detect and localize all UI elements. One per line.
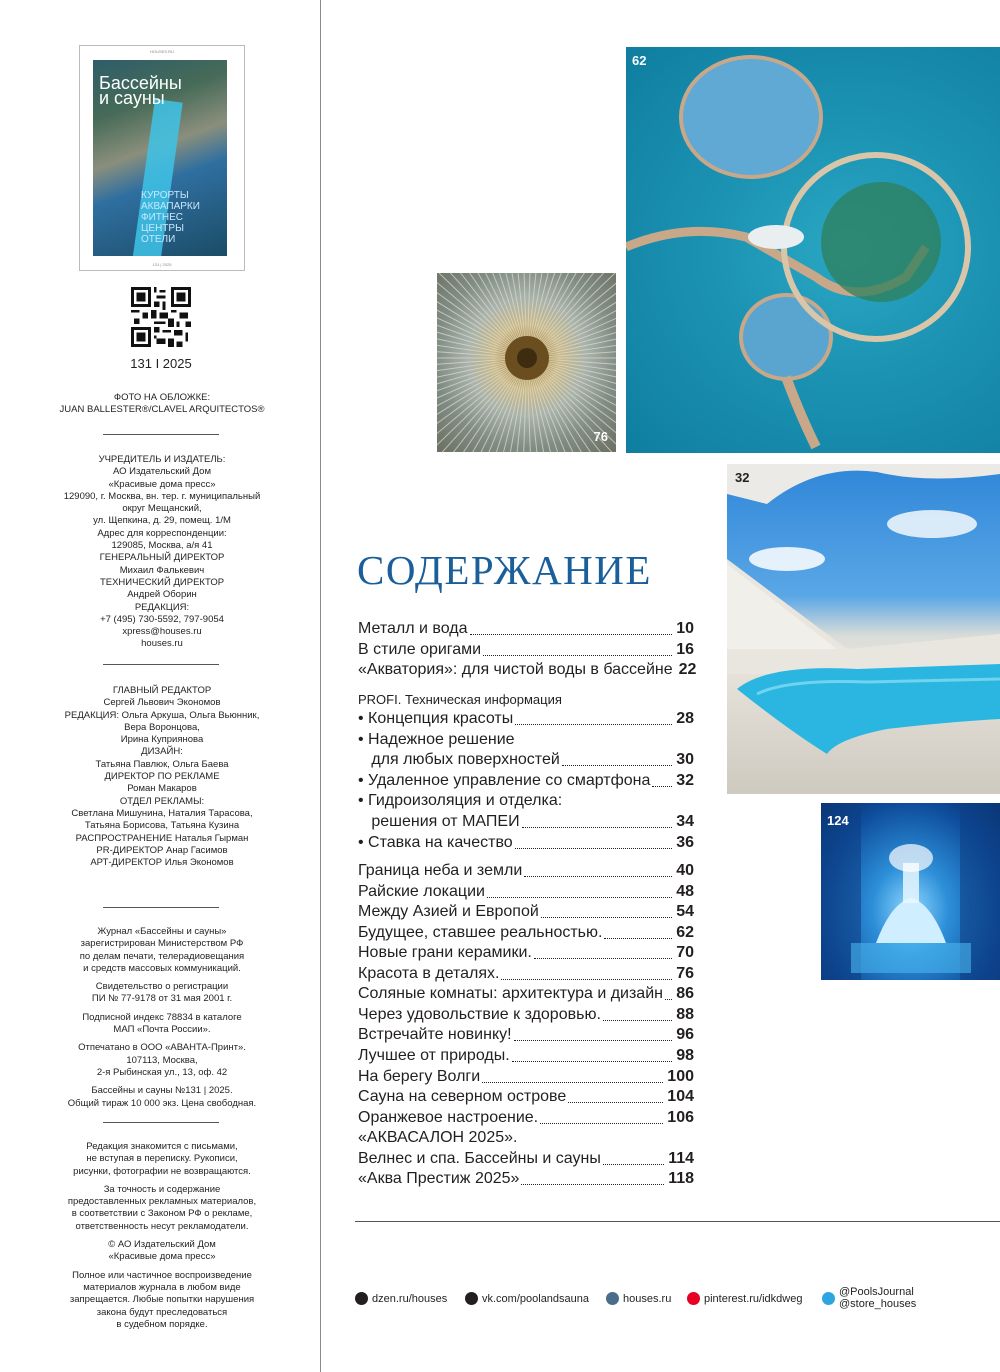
chandelier-ray <box>522 380 526 452</box>
toc-leader-dots <box>604 938 672 939</box>
registration-line: Свидетельство о регистрации <box>95 981 229 993</box>
registration-line: Подписной индекс 78834 в каталоге <box>82 1011 242 1023</box>
publisher-line: 129085, Москва, а/я 41 <box>111 540 213 552</box>
editorial-line: Светлана Мишунина, Наталия Тарасова, <box>71 807 253 819</box>
toc-entry[interactable] <box>358 792 694 810</box>
cover-topic: ФИТНЕС <box>141 212 184 223</box>
legal-line: © АО Издательский Дом <box>108 1239 216 1251</box>
cover-top-text: HOUSES.RU <box>150 49 174 54</box>
legal-line: предоставленных рекламных материалов, <box>67 1196 257 1208</box>
social-handle: @PoolsJournal <box>839 1286 914 1298</box>
toc-entry[interactable] <box>358 772 694 790</box>
photo-island-resort <box>626 47 1000 453</box>
toc-entry[interactable] <box>358 1150 694 1168</box>
chandelier-ray <box>543 273 616 343</box>
registration-block <box>58 926 266 1110</box>
toc-leader-dots <box>568 1102 663 1103</box>
toc-leader-dots <box>652 786 672 787</box>
publisher-line: Адрес для корреспонденции: <box>97 527 227 539</box>
publisher-line: +7 (495) 730-5592, 797-9054 <box>100 613 224 625</box>
registration-line: Журнал «Бассейны и сауны» <box>97 926 227 937</box>
cover-image <box>93 60 227 256</box>
chandelier-ray <box>539 376 599 452</box>
social-link-label <box>372 1293 447 1305</box>
toc-entry[interactable] <box>358 1026 694 1044</box>
toc-entry-title: «Акватория»: для чистой воды в бассейне <box>358 661 673 679</box>
toc-entry-page: 104 <box>663 1088 694 1106</box>
social-link-label <box>839 1286 916 1310</box>
social-link-label <box>482 1293 589 1305</box>
toc-entry-page: 36 <box>672 834 694 852</box>
chandelier-ray <box>528 380 532 452</box>
toc-entry-page: 106 <box>663 1109 694 1127</box>
toc-entry[interactable] <box>358 903 694 921</box>
pinterest-icon <box>687 1292 700 1305</box>
toc-entry-title: Велнес и спа. Бассейны и сауны <box>358 1149 601 1167</box>
editorial-line: ГЛАВНЫЙ РЕДАКТОР <box>112 685 212 696</box>
social-link-label <box>623 1293 671 1305</box>
toc-leader-dots <box>487 897 672 898</box>
toc-entry-title: Встречайте новинку! <box>358 1026 512 1044</box>
page-ref-76: 76 <box>593 429 608 444</box>
legal-line: За точность и содержание <box>103 1183 221 1195</box>
toc-entry-title: • Надежное решение <box>358 730 515 748</box>
chandelier-ray <box>437 322 506 352</box>
toc-entry[interactable] <box>358 641 694 659</box>
toc-entry[interactable] <box>358 710 694 728</box>
toc-entry-title: • Гидроизоляция и отделка: <box>358 792 563 810</box>
legal-line: запрещается. Любые попытки нарушения <box>69 1294 255 1306</box>
chandelier-ray <box>528 273 532 336</box>
toc-entry[interactable] <box>358 965 694 983</box>
toc-entry-title: Соляные комнаты: архитектура и дизайн <box>358 985 663 1003</box>
publisher-line: УЧРЕДИТЕЛЬ И ИЗДАТЕЛЬ: <box>98 454 226 465</box>
photo-rooftop-pool <box>727 464 1000 794</box>
editorial-line: Вера Воронцова, <box>124 721 200 733</box>
toc-profi-heading[interactable]: PROFI. Техническая информация <box>358 691 562 707</box>
toc-entry[interactable] <box>358 1047 694 1065</box>
editorial-line: Ирина Куприянова <box>120 734 204 746</box>
toc-entry-page: 28 <box>672 710 694 728</box>
chandelier-illustration <box>437 273 616 452</box>
publisher-line: РЕДАКЦИЯ: <box>134 601 190 613</box>
cover-photo-heading: ФОТО НА ОБЛОЖКЕ: <box>113 392 211 403</box>
toc-entry-page: 100 <box>663 1068 694 1086</box>
toc-entry-title: • Удаленное управление со смартфона <box>358 771 651 789</box>
toc-entry[interactable] <box>358 944 694 962</box>
cover-topic: ЦЕНТРЫ <box>141 223 184 234</box>
toc-entry[interactable] <box>358 751 694 769</box>
dzen-icon <box>355 1292 368 1305</box>
toc-leader-dots <box>514 1040 673 1041</box>
chandelier-ray <box>454 376 514 452</box>
toc-leader-dots <box>482 1082 663 1083</box>
issue-number: 131 I 2025 <box>130 356 192 371</box>
separator <box>103 664 219 665</box>
legal-line: в соответствии с Законом РФ о рекламе, <box>71 1208 253 1220</box>
toc-entry-title: • Концепция красоты <box>358 710 514 728</box>
toc-entry[interactable] <box>358 924 694 942</box>
toc-entry[interactable] <box>358 620 694 638</box>
chandelier-ray <box>437 364 506 394</box>
toc-entry-page: 70 <box>672 944 694 962</box>
toc-leader-dots <box>512 1061 673 1062</box>
toc-entry[interactable] <box>358 1088 694 1106</box>
publisher-line: houses.ru <box>141 638 183 650</box>
registration-line: Общий тираж 10 000 экз. Цена свободная. <box>67 1097 257 1109</box>
toc-entry[interactable] <box>358 1006 694 1024</box>
toc-leader-dots <box>603 1164 664 1165</box>
toc-entry-title: На берегу Волги <box>358 1067 481 1085</box>
toc-entry-title: «Аква Престиж 2025» <box>358 1170 520 1188</box>
publisher-line: Андрей Оборин <box>127 589 197 601</box>
toc-entry-page: 48 <box>672 883 694 901</box>
toc-entry-page: 30 <box>672 751 694 769</box>
social-handle: houses.ru <box>623 1292 672 1305</box>
toc-entry[interactable] <box>358 883 694 901</box>
social-handle: dzen.ru/houses <box>372 1292 448 1305</box>
toc-leader-dots <box>540 1123 663 1124</box>
toc-entry[interactable] <box>358 1170 694 1188</box>
toc-entry[interactable] <box>358 862 694 880</box>
registration-line: Бассейны и сауны №131 | 2025. <box>91 1085 233 1097</box>
resort-illustration <box>626 47 1000 453</box>
toc-entry-page: 22 <box>675 661 697 679</box>
toc-entry-title: Новые грани керамики. <box>358 944 532 962</box>
toc-entry-page: 86 <box>672 985 694 1003</box>
toc-leader-dots <box>603 1020 672 1021</box>
photo-ice-fountain <box>821 803 1000 980</box>
registration-line: по делам печати, телерадиовещания <box>79 950 245 962</box>
toc-entry-title: Красота в деталях. <box>358 964 500 982</box>
toc-entry-title: Сауна на северном острове <box>358 1088 567 1106</box>
legal-line: Редакция знакомится с письмами, <box>86 1141 238 1152</box>
publisher-block <box>58 454 266 651</box>
legal-block <box>58 1141 266 1331</box>
cover-topics <box>141 190 200 245</box>
toc-entry[interactable] <box>358 731 694 749</box>
legal-line: Полное или частичное воспроизведение <box>72 1269 252 1281</box>
toc-entry-title: Через удовольствие к здоровью. <box>358 1005 601 1023</box>
toc-entry-page: 88 <box>672 1006 694 1024</box>
toc-entry-title: Райские локации <box>358 882 485 900</box>
toc-entry-page: 16 <box>672 641 694 659</box>
toc-title: СОДЕРЖАНИЕ <box>357 547 652 593</box>
social-link[interactable] <box>687 1292 802 1305</box>
toc-entry-title: Лучшее от природы. <box>358 1047 510 1064</box>
cover-title-line2: и сауны <box>99 88 165 108</box>
vk-icon <box>465 1292 478 1305</box>
registration-line: 107113, Москва, <box>126 1054 198 1066</box>
toc-entry-page: 54 <box>672 903 694 921</box>
toc-entry-title: Будущее, ставшее реальностью. <box>358 923 603 941</box>
toc-leader-dots <box>524 876 672 877</box>
publisher-line: ГЕНЕРАЛЬНЫЙ ДИРЕКТОР <box>99 552 225 564</box>
toc-leader-dots <box>483 655 672 656</box>
toc-entry[interactable] <box>358 813 694 831</box>
toc-leader-dots <box>534 958 672 959</box>
toc-leader-dots <box>665 999 672 1000</box>
social-link-label <box>704 1293 802 1305</box>
registration-line: 2-я Рыбинская ул., 13, оф. 42 <box>96 1066 228 1078</box>
toc-leader-dots <box>522 827 673 828</box>
editorial-line: ОТДЕЛ РЕКЛАМЫ: <box>119 795 205 807</box>
toc-entry[interactable] <box>358 661 697 679</box>
registration-line: Отпечатано в ООО «АВАНТА-Принт». <box>78 1042 246 1054</box>
editorial-line: Татьяна Борисова, Татьяна Кузина <box>84 820 240 832</box>
toc-entry[interactable] <box>358 834 694 852</box>
editorial-line: АРТ-ДИРЕКТОР Илья Экономов <box>90 857 234 869</box>
cover-title-line1: Бассейны <box>99 73 182 93</box>
toc-leader-dots <box>470 634 673 635</box>
registration-line: и средств массовых коммуникаций. <box>83 962 241 974</box>
telegram-icon <box>822 1292 835 1305</box>
cover-title <box>99 73 227 108</box>
toc-entry-page: 40 <box>672 862 694 880</box>
editorial-line: ДИРЕКТОР ПО РЕКЛАМЕ <box>104 771 220 783</box>
toc-leader-dots <box>515 848 673 849</box>
editorial-line: Роман Макаров <box>127 783 197 795</box>
toc-entry[interactable] <box>358 1109 694 1127</box>
legal-line: рисунки, фотографии не возвращаются. <box>73 1165 251 1177</box>
editorial-block <box>58 685 266 869</box>
legal-line: в судебном порядке. <box>116 1318 208 1330</box>
cover-topic: ОТЕЛИ <box>141 234 176 245</box>
registration-line: МАП «Почта России». <box>113 1024 211 1036</box>
registration-line: ПИ № 77-9178 от 31 мая 2001 г. <box>91 993 233 1005</box>
separator <box>103 434 219 435</box>
cover-photo-credit <box>58 392 266 417</box>
editorial-line: Татьяна Павлюк, Ольга Баева <box>95 758 229 770</box>
footer-separator <box>355 1221 1000 1222</box>
registration-line: зарегистрирован Министерством РФ <box>80 938 244 950</box>
pool-illustration <box>727 464 1000 794</box>
page-ref-62: 62 <box>632 53 647 68</box>
toc-entry-title: Граница неба и земли <box>358 862 523 880</box>
toc-entry-title: решения от МАПЕИ <box>358 812 520 830</box>
social-handle: @store_houses <box>839 1298 917 1310</box>
toc-entry-page: 62 <box>672 924 694 942</box>
cover-topic: АКВАПАРКИ <box>141 201 200 212</box>
publisher-line: «Красивые дома пресс» <box>108 478 216 490</box>
toc-leader-dots <box>521 1184 664 1185</box>
chandelier-ray <box>546 297 616 348</box>
toc-entry-title: Оранжевое настроение. <box>358 1108 539 1126</box>
toc-entry-page: 96 <box>672 1026 694 1044</box>
page-ref-32: 32 <box>735 470 750 485</box>
toc-entry-title: «АКВАСАЛОН 2025». <box>358 1129 518 1147</box>
legal-line: закона будут преследоваться <box>96 1306 228 1318</box>
editorial-line: РЕДАКЦИЯ: Ольга Аркуша, Ольга Вьюнник, <box>64 709 260 721</box>
chandelier-ray <box>548 364 616 394</box>
toc-entry-page: 32 <box>672 772 694 790</box>
publisher-line: ТЕХНИЧЕСКИЙ ДИРЕКТОР <box>99 576 225 588</box>
column-divider <box>320 0 321 1372</box>
page-ref-124: 124 <box>827 813 849 828</box>
houses-icon <box>606 1292 619 1305</box>
publisher-line: Михаил Фалькевич <box>119 564 205 576</box>
toc-entry-page: 114 <box>664 1150 694 1168</box>
chandelier-ray <box>548 322 616 352</box>
chandelier-ray <box>546 368 616 419</box>
toc-entry-page: 118 <box>664 1170 694 1188</box>
cover-photo-author: JUAN BALLESTER®/CLAVEL ARQUITECTOS® <box>59 404 265 416</box>
toc-leader-dots <box>541 917 672 918</box>
social-handle: pinterest.ru/idkdweg <box>704 1292 803 1305</box>
editorial-line: PR-ДИРЕКТОР Анар Гасимов <box>96 844 228 856</box>
legal-line: материалов журнала в любом виде <box>83 1281 241 1293</box>
toc-entry-title: Между Азией и Европой <box>358 903 539 921</box>
toc-entry-title: для любых поверхностей <box>358 751 560 769</box>
toc-entry[interactable] <box>358 1129 694 1147</box>
toc-entry-page: 10 <box>672 620 694 638</box>
magazine-cover <box>80 46 244 270</box>
publisher-line: ул. Щепкина, д. 29, помещ. 1/М <box>93 515 231 527</box>
toc-leader-dots <box>515 724 672 725</box>
chandelier-ray <box>522 273 526 336</box>
toc-entry-title: В стиле оригами <box>358 640 482 658</box>
chandelier-ray <box>437 273 511 343</box>
legal-line: ответственность несут рекламодатели. <box>75 1220 249 1232</box>
editorial-line: ДИЗАЙН: <box>141 746 183 758</box>
qr-code[interactable] <box>131 287 191 347</box>
social-link[interactable] <box>355 1292 447 1305</box>
ice-illustration <box>821 803 1000 980</box>
toc-entry-title: • Ставка на качество <box>358 833 513 851</box>
editorial-line: Сергей Львович Экономов <box>103 697 221 709</box>
social-link[interactable] <box>465 1292 589 1305</box>
toc-leader-dots <box>562 765 672 766</box>
publisher-line: АО Издательский Дом <box>113 466 211 478</box>
editorial-line: РАСПРОСТРАНЕНИЕ Наталья Гырман <box>75 832 249 844</box>
photo-chandelier <box>437 273 616 452</box>
toc-entry-page: 76 <box>672 965 694 983</box>
separator <box>103 1122 219 1123</box>
social-link[interactable] <box>822 1286 916 1310</box>
publisher-line: округ Мещанский, <box>122 503 202 515</box>
social-link[interactable] <box>606 1292 671 1305</box>
publisher-line: xpress@houses.ru <box>122 626 202 638</box>
separator <box>103 907 219 908</box>
social-handle: vk.com/poolandsauna <box>482 1292 590 1305</box>
legal-line: не вступая в переписку. Рукописи, <box>86 1153 238 1165</box>
toc-entry-title: Металл и вода <box>358 620 468 637</box>
toc-entry[interactable] <box>358 985 694 1003</box>
toc-entry[interactable] <box>358 1068 694 1086</box>
toc-leader-dots <box>501 979 672 980</box>
toc-entry-page: 98 <box>672 1047 694 1065</box>
legal-line: «Красивые дома пресс» <box>108 1251 216 1263</box>
cover-topic: КУРОРТЫ <box>141 190 189 201</box>
cover-foot-text: 131 | 2025 <box>152 262 172 267</box>
publisher-line: 129090, г. Москва, вн. тер. г. муниципальный <box>63 490 261 502</box>
toc-entry-page: 34 <box>672 813 694 831</box>
